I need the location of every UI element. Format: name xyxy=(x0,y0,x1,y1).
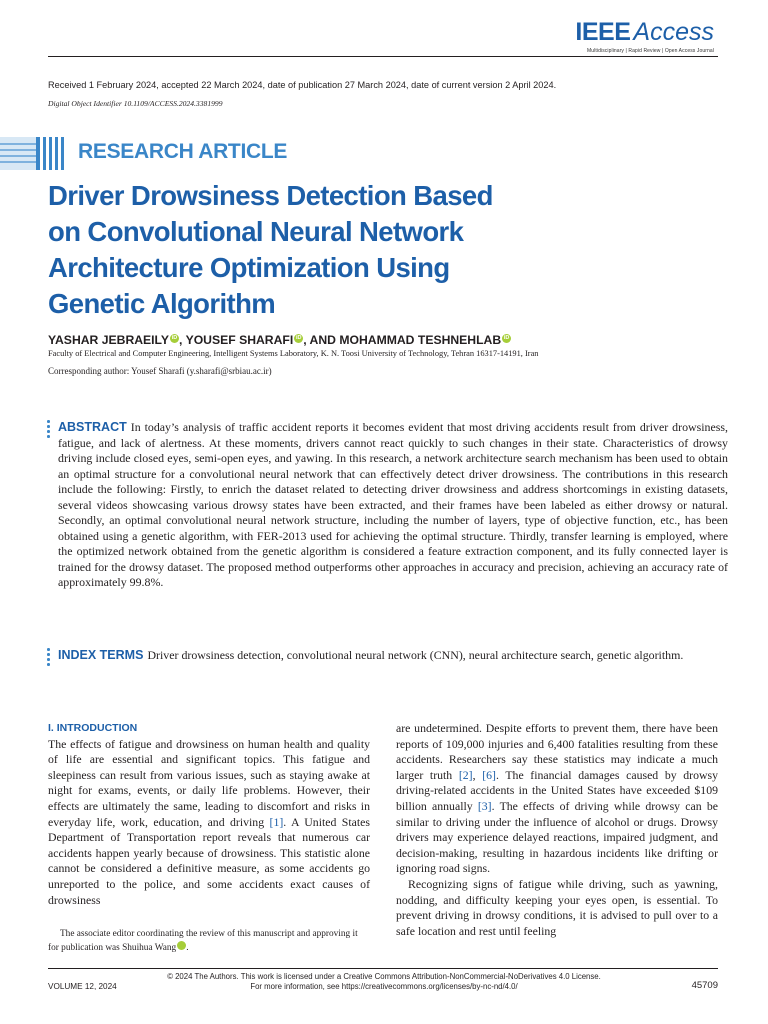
citation-link[interactable]: [6] xyxy=(482,767,496,782)
citation-link[interactable]: [3] xyxy=(477,798,492,813)
author-name: , AND MOHAMMAD TESHNEHLAB xyxy=(303,333,502,347)
right-column xyxy=(396,721,718,939)
received-dates: Received 1 February 2024, accepted 22 March 2024, date of publication 27 March 2024, date of current version 2 April 2024. xyxy=(48,80,557,90)
citation-link[interactable]: [1] xyxy=(269,814,284,829)
index-terms-text: Driver drowsiness detection, convolutional neural network (CNN), neural architecture search, genetic algorithm. xyxy=(147,648,684,662)
author-list xyxy=(48,333,511,347)
index-terms xyxy=(58,648,728,664)
header-rule xyxy=(48,56,718,57)
paragraph xyxy=(396,721,718,877)
abstract-text: In today’s analysis of traffic accident reports it becomes evident that most driving accidents result from driver drowsiness, fatigue, and lack of alertness. At these moments, drivers cannot react quickly to such changes in their state. Characteristics of drowsy driving include closed eyes, semi-open eyes, and yawing. In this research, a network architecture search mechanism has been used to obtain an optimal structure for a convolutional neural network that can effectively detect driver drowsiness. The contributions in this research include the following: Firstly, to enrich the dataset related to detecting driver drowsiness and address shortcomings in existing datasets, several videos showcasing various drowsy states have been extracted, and their frames have been labeled as either drowsy or natural. Secondly, an optimal convolutional neural network structure, including the number of layers, type of objective function, etc., has been obtained using a genetic algorithm, with FER-2013 used for achieving the optimal structure. Thirdly, transfer learning is employed, where the optimized network obtained from the genetic algorithm is considered a feature extraction component, and its fully connected layer is trained for the drowsy dataset. The proposed method outperforms other approaches in accuracy and precision, achieving an accuracy rate of approximately 99.8%. xyxy=(58,420,728,589)
orcid-icon[interactable]: iD xyxy=(171,334,178,341)
doi: Digital Object Identifier 10.1109/ACCESS.2024.3381999 xyxy=(48,99,223,108)
orcid-icon[interactable]: iD xyxy=(177,941,186,950)
journal-logo xyxy=(575,18,714,54)
footnote-text: The associate editor coordinating the review of this manuscript and approving it for publication was Shuihua Wang xyxy=(48,929,358,954)
citation-link[interactable]: [2] xyxy=(458,767,473,782)
left-column xyxy=(48,721,370,908)
logo-access: Access xyxy=(633,18,714,46)
paper-title: Driver Drowsiness Detection Based on Convolutional Neural Network Architecture Optimization Using Genetic Algorithm xyxy=(48,180,493,319)
license-link[interactable]: For more information, see https://creativecommons.org/licenses/by-nc-nd/4.0/ xyxy=(250,982,518,991)
section-heading: I. INTRODUCTION xyxy=(48,722,138,734)
corresponding-author: Corresponding author: Yousef Sharafi (y.sharafi@srbiau.ac.ir) xyxy=(48,366,272,376)
author-name: YASHAR JEBRAEILY xyxy=(48,333,170,347)
orcid-icon[interactable]: iD xyxy=(503,334,510,341)
body-text: , xyxy=(472,767,483,782)
article-type-label: RESEARCH ARTICLE xyxy=(78,140,288,163)
body-text: The effects of fatigue and drowsiness on human health and quality of life are essential and significant topics. This fatigue and sleepiness can result from various issues, such as staying awake at night for exams, events, or daily life problems. However, their effects are ultimately the same, leading to discomfort and risks in everyday life, work, education, and driving xyxy=(48,736,370,829)
body-text: . The effects of driving while drowsy can be similar to driving under the influence of alcohol or drugs. Drowsy drivers may experience delayed reactions, impaired judgment, and decision-making, resulting in hazardous incidents like drifting or ignoring road signs. xyxy=(396,798,718,876)
index-terms-heading: INDEX TERMS xyxy=(58,648,144,662)
paragraph: Recognizing signs of fatigue while driving, such as yawning, nodding, and difficulty keeping your eyes open, is essential. To prevent driving in drowsy conditions, it is advised to pull over to a safe location and rest until feeling xyxy=(396,876,718,938)
section-dots-icon xyxy=(47,648,50,668)
abstract-heading: ABSTRACT xyxy=(58,420,127,434)
orcid-icon[interactable]: iD xyxy=(295,334,302,341)
abstract xyxy=(58,420,728,591)
section-dots-icon xyxy=(47,420,50,440)
body-text: . The financial damages caused by drowsy driving-related accidents in the United States have exceeded $109 billion annually xyxy=(396,767,718,813)
logo-tagline: Multidisciplinary | Rapid Review | Open Access Journal xyxy=(587,48,714,54)
banner-stripes-icon xyxy=(0,137,70,170)
page-number: 45709 xyxy=(691,980,718,991)
body-text: are undetermined. Despite efforts to prevent them, there have been reports of 109,000 injuries and 6,400 fatalities resulting from these accidents. Researchers say these statistics may indicate a much larger truth xyxy=(396,721,718,782)
license-line: © 2024 The Authors. This work is licensed under a Creative Commons Attribution-NonCommercial-NoDerivatives 4.0 License. xyxy=(167,972,601,981)
author-name: , YOUSEF SHARAFI xyxy=(179,333,294,347)
footer-rule xyxy=(48,968,718,969)
body-text: . A United States Department of Transportation report reveals that numerous car accidents happen yearly because of drowsiness. This statistic alone cannot be considered a definitive measure, as some accidents go unreported to the police, and some accidents exact causes of drowsiness xyxy=(48,814,370,907)
footnote xyxy=(48,927,370,955)
volume-label: VOLUME 12, 2024 xyxy=(48,982,117,991)
footnote-end: . xyxy=(186,943,189,954)
affiliation: Faculty of Electrical and Computer Engineering, Intelligent Systems Laboratory, K. N. Toosi University of Technology, Tehran 16317-14191, Iran xyxy=(48,349,539,358)
logo-ieee: IEEE xyxy=(575,18,631,46)
